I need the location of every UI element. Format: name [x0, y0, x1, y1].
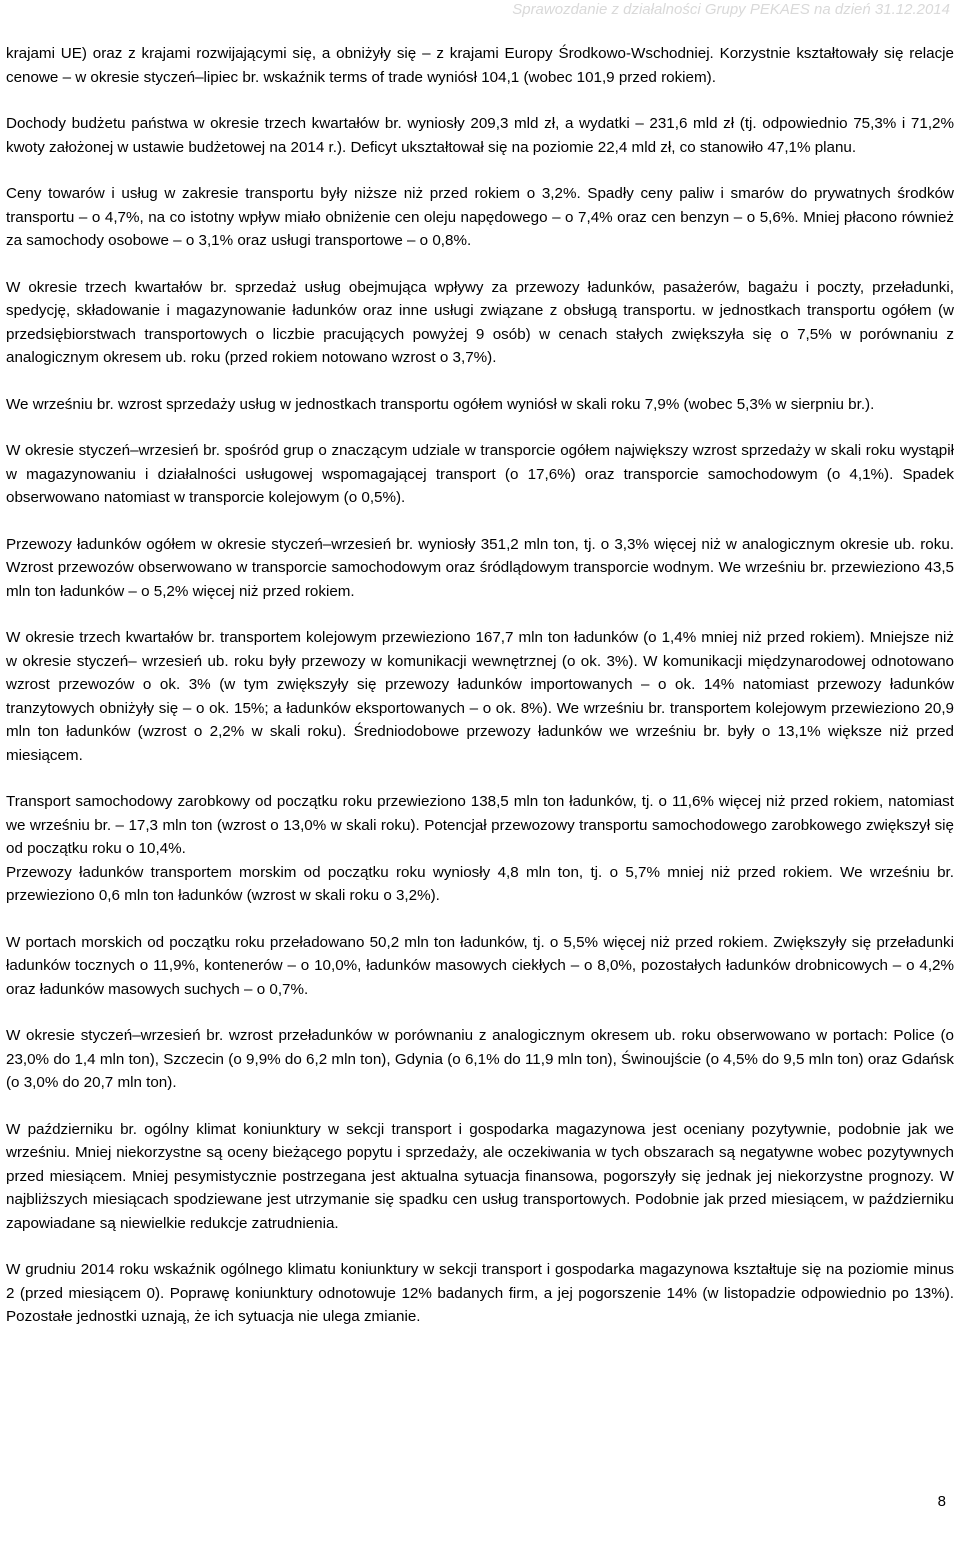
report-body [6, 42, 954, 1352]
paragraph-sales-september: We wrześniu br. wzrost sprzedaży usług w jednostkach transportu ogółem wyniósł w skali roku 7,9% (wobec 5,3% w sierpniu br.). [6, 395, 875, 413]
paragraph-ports: W portach morskich od początku roku przeładowano 50,2 mln ton ładunków, tj. o 5,5% więcej niż przed rokiem. Zwiększyły się przeładunki ładunków tocznych o 11,9%, kontenerów – o 10,0%, ładunków masowych ciekłych – o 8,0%, pozostałych ładunków drobnicowych – o 4,2% oraz ładunków masowych suchych – o 0,7%. [6, 933, 954, 998]
paragraph-sales-q3: W okresie trzech kwartałów br. sprzedaż usług obejmująca wpływy za przewozy ładunków, pasażerów, bagażu i poczty, przeładunki, spedycję, składowanie i magazynowanie ładunków oraz inne usługi związane z obsługą transportu. w jednostkach transportu ogółem (w przedsiębiorstwach transportowych o liczbie pracujących powyżej 9 osób) w cenach stałych zwiększyła się o 7,5% w porównaniu z analogicznym okresem ub. roku (przed rokiem notowano wzrost o 3,7%). [6, 278, 954, 366]
paragraph-road: Transport samochodowy zarobkowy od początku roku przewieziono 138,5 mln ton ładunków, tj. o 11,6% więcej niż przed rokiem, natomiast we wrześniu br. – 17,3 mln ton (wzrost o 13,0% w skali roku). Potencjał przewozowy transportu samochodowego zarobkowego zwiększył się od początku roku o 10,4%. [6, 793, 954, 857]
paragraph-transport-prices: Ceny towarów i usług w zakresie transportu były niższe niż przed rokiem o 3,2%. Spadły ceny paliw i smarów do prywatnych środków transportu – o 4,7%, na co istotny wpływ miało obniżenie cen oleju napędowego – o 7,4% oraz cen benzyn – o 5,6%. Mniej płacono również za samochody osobowe – o 3,1% oraz usługi transportowe – o 0,8%. [6, 185, 954, 249]
paragraph-sea: Przewozy ładunków transportem morskim od początku roku wyniosły 4,8 mln ton, tj. o 5,7% mniej niż przed rokiem. We wrześniu br. przewieziono 0,6 mln ton ładunków (wzrost w skali roku o 3,2%). [6, 863, 954, 904]
paragraph-ports-detail: W okresie styczeń–wrzesień br. wzrost przeładunków w porównaniu z analogicznym okresem ub. roku obserwowano w portach: Police (o 23,0% do 1,4 mln ton), Szczecin (o 9,9% do 6,2 mln ton), Gdynia (o 6,1% do 11,9 mln ton), Świnoujście (o 4,5% do 9,5 mln ton) oraz Gdańsk (o 3,0% do 20,7 mln ton). [6, 1027, 954, 1091]
paragraph-sales-groups: W okresie styczeń–wrzesień br. spośród grup o znaczącym udziale w transporcie ogółem największy wzrost sprzedaży w skali roku wystąpił w magazynowaniu i działalności usługowej wspomagającej transport (o 17,6%) oraz transporcie samochodowym (o 4,1%). Spadek obserwowano natomiast w transporcie kolejowym (o 0,5%). [6, 442, 954, 506]
paragraph-trade: krajami UE) oraz z krajami rozwijającymi się, a obniżyły się – z krajami Europy Środkowo-Wschodniej. Korzystnie kształtowały się relacje cenowe – w okresie styczeń–lipiec br. wskaźnik terms of trade wyniósł 104,1 (wobec 101,9 przed rokiem). [6, 45, 954, 86]
paragraph-october-climate: W październiku br. ogólny klimat koniunktury w sekcji transport i gospodarka magazynowa jest oceniany pozytywnie, podobnie jak we wrześniu. Mniej niekorzystne są oceny bieżącego popytu i sprzedaży, ale oczekiwania w tych obszarach są negatywne wobec pozytywnych przed miesiącem. Mniej pesymistycznie postrzegana jest aktualna sytuacja finansowa, pogorszyły się jednak jej niekorzystne prognozy. W najbliższych miesiącach spodziewane jest utrzymanie się spadku cen usług transportowych. Podobnie jak przed miesiącem, w październiku zapowiadane są niewielkie redukcje zatrudnienia. [6, 1120, 954, 1232]
paragraph-cargo-total: Przewozy ładunków ogółem w okresie styczeń–wrzesień br. wyniosły 351,2 mln ton, tj. o 3,3% więcej niż w analogicznym okresie ub. roku. Wzrost przewozów obserwowano w transporcie samochodowym oraz śródlądowym transporcie wodnym. We wrześniu br. przewieziono 43,5 mln ton ładunków – o 5,2% więcej niż przed rokiem. [6, 535, 954, 600]
page-number: 8 [937, 1493, 946, 1510]
report-title: Sprawozdanie z działalności Grupy PEKAES na dzień 31.12.2014 [512, 1, 950, 18]
page-header [0, 0, 960, 24]
paragraph-rail: W okresie trzech kwartałów br. transportem kolejowym przewieziono 167,7 mln ton ładunków (o 1,4% mniej niż przed rokiem). Mniejsze niż w okresie styczeń– wrzesień ub. roku były przewozy w komunikacji wewnętrznej (o ok. 3%). W komunikacji międzynarodowej odnotowano wzrost przewozów o ok. 3% (w tym zwiększyły się przewozy ładunków importowanych – o ok. 14% natomiast przewozy ładunków tranzytowych obniżyły się – o ok. 15%; a ładunków eksportowanych – o ok. 8%). We wrześniu br. transportem kolejowym przewieziono 20,9 mln ton ładunków (wzrost o 2,2% w skali roku). Średniodobowe przewozy ładunków we wrześniu br. były o 13,1% większe niż przed miesiącem. [6, 629, 954, 764]
paragraph-december-climate: W grudniu 2014 roku wskaźnik ogólnego klimatu koniunktury w sekcji transport i gospodarka magazynowa kształtuje się na poziomie minus 2 (przed miesiącem 0). Poprawę koniunktury odnotowuje 12% badanych firm, a jej pogorszenie 14% (w listopadzie odpowiednio po 13%). Pozostałe jednostki uznają, że ich sytuacja nie ulega zmianie. [6, 1261, 954, 1325]
paragraph-budget: Dochody budżetu państwa w okresie trzech kwartałów br. wyniosły 209,3 mld zł, a wydatki – 231,6 mld zł (tj. odpowiednio 75,3% i 71,2% kwoty założonej w ustawie budżetowej na 2014 r.). Deficyt ukształtował się na poziomie 22,4 mld zł, co stanowiło 47,1% planu. [6, 115, 954, 156]
